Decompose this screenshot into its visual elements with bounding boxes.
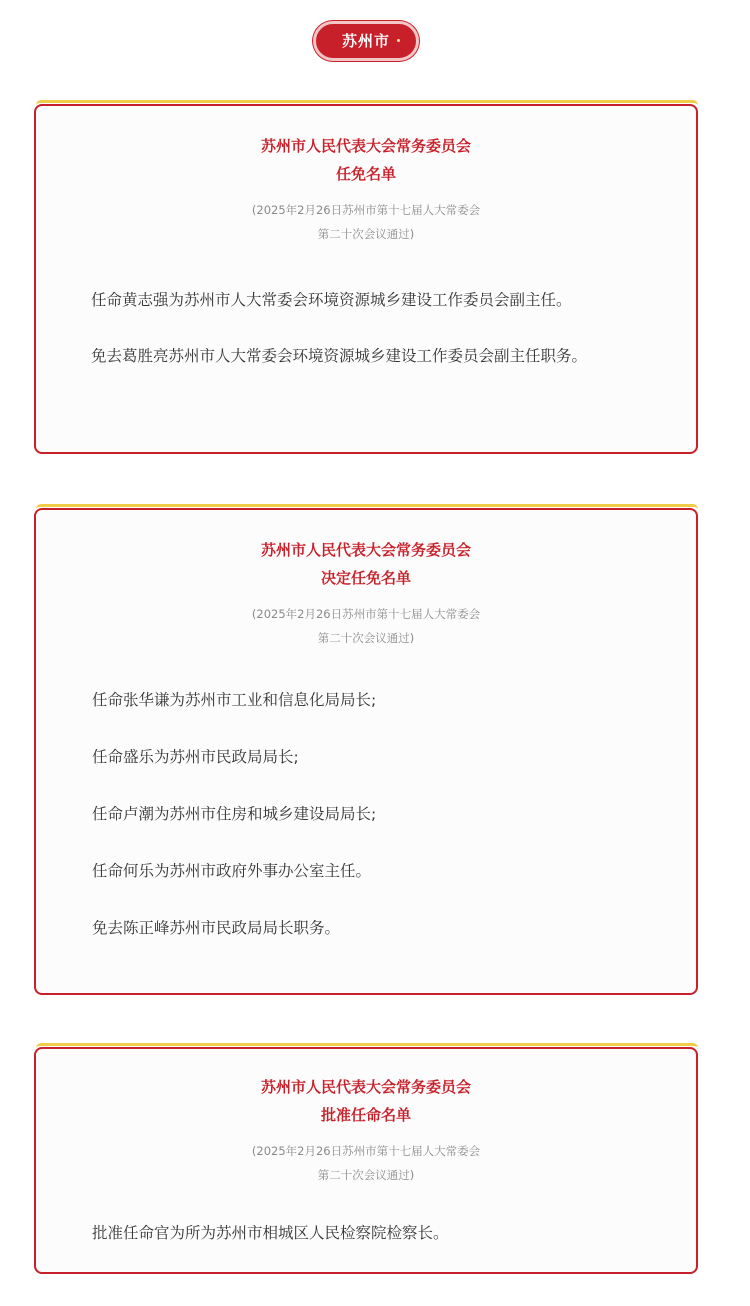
- card-3-title-line2: 批准任命名单: [320, 1106, 411, 1124]
- region-badge-label: 苏州市: [341, 32, 390, 50]
- badge-dot-decoration: [397, 39, 400, 42]
- card-2-item: 任命卢潮为苏州市住房和城乡建设局局长;: [92, 805, 377, 823]
- card-2-note-line1: (2025年2月26日苏州市第十七届人大常委会: [251, 607, 481, 621]
- region-badge: [313, 21, 419, 61]
- card-1-item: 任命黄志强为苏州市人大常委会环境资源城乡建设工作委员会副主任。: [91, 291, 572, 309]
- appointment-card-1: [34, 104, 698, 454]
- card-2-item: 任命何乐为苏州市政府外事办公室主任。: [92, 862, 372, 880]
- card-3-title-line1: 苏州市人民代表大会常务委员会: [260, 1078, 471, 1096]
- card-2-item: 任命张华谦为苏州市工业和信息化局局长;: [92, 691, 377, 709]
- card-1-title-line1: 苏州市人民代表大会常务委员会: [260, 137, 471, 155]
- appointment-card-3: [34, 1047, 698, 1274]
- card-1-item: 免去葛胜亮苏州市人大常委会环境资源城乡建设工作委员会副主任职务。: [91, 347, 588, 365]
- card-3-note-line2: 第二十次会议通过): [317, 1168, 415, 1182]
- card-2-item: 任命盛乐为苏州市民政局局长;: [92, 748, 299, 766]
- card-3-item: 批准任命官为所为苏州市相城区人民检察院检察长。: [92, 1224, 449, 1242]
- card-2-item: 免去陈正峰苏州市民政局局长职务。: [92, 919, 341, 937]
- card-3-note-line1: (2025年2月26日苏州市第十七届人大常委会: [251, 1144, 481, 1158]
- card-1-title-line2: 任免名单: [335, 165, 396, 183]
- appointment-card-2: [34, 508, 698, 995]
- card-2-note-line2: 第二十次会议通过): [317, 631, 415, 645]
- card-1-note-line2: 第二十次会议通过): [317, 227, 415, 241]
- card-1-note-line1: (2025年2月26日苏州市第十七届人大常委会: [251, 203, 481, 217]
- card-2-title-line2: 决定任免名单: [320, 569, 411, 587]
- card-2-title-line1: 苏州市人民代表大会常务委员会: [260, 541, 471, 559]
